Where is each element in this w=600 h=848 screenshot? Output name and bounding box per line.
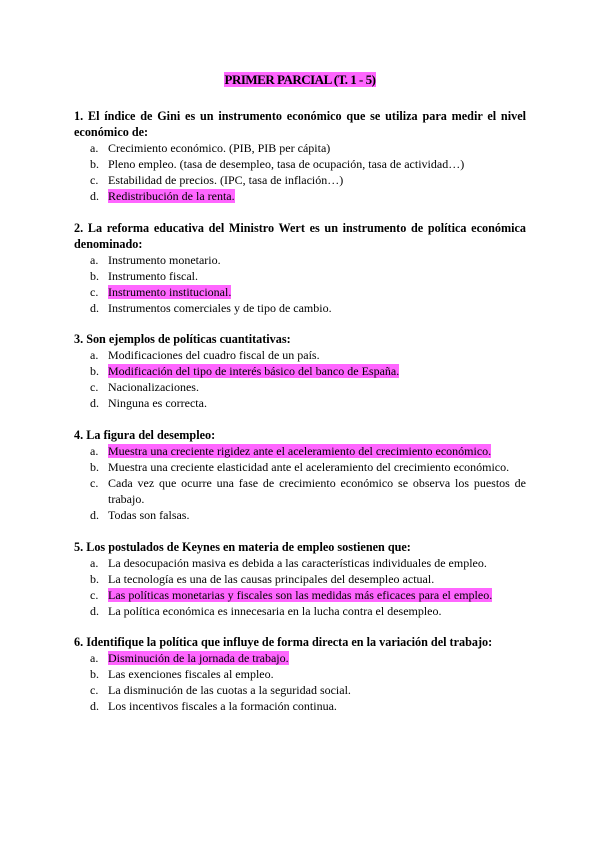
answer-option (74, 571, 526, 587)
option-letter: a. (90, 253, 99, 267)
answer-option (74, 347, 526, 363)
answer-option (74, 140, 526, 156)
answer-option (74, 603, 526, 619)
option-letter: c. (90, 380, 99, 394)
answer-option (74, 268, 526, 284)
answer-options (74, 140, 526, 204)
answer-option (74, 682, 526, 698)
option-letter: a. (90, 348, 99, 362)
option-text: Modificaciones del cuadro fiscal de un país. (108, 348, 320, 362)
answer-option (74, 666, 526, 682)
answer-option (74, 650, 526, 666)
option-letter: b. (90, 572, 99, 586)
answer-option (74, 156, 526, 172)
option-letter: d. (90, 301, 99, 315)
option-letter: d. (90, 396, 99, 410)
option-letter: d. (90, 604, 99, 618)
answer-option (74, 443, 526, 459)
answer-option (74, 475, 526, 507)
answer-option (74, 284, 526, 300)
option-text: Disminución de la jornada de trabajo. (108, 651, 289, 665)
option-letter: a. (90, 444, 99, 458)
option-text: Redistribución de la renta. (108, 189, 235, 203)
answer-options (74, 650, 526, 714)
page-title-row (0, 72, 600, 88)
option-letter: a. (90, 651, 99, 665)
answer-option (74, 507, 526, 523)
option-text: La desocupación masiva es debida a las características individuales de empleo. (108, 556, 487, 570)
answer-option (74, 379, 526, 395)
answer-option (74, 172, 526, 188)
answer-options (74, 347, 526, 411)
question-text: 1. El índice de Gini es un instrumento económico que se utiliza para medir el nivel económico de: (74, 109, 526, 139)
option-text: Ninguna es correcta. (108, 396, 207, 410)
option-letter: c. (90, 476, 99, 490)
answer-options (74, 555, 526, 619)
question-text: 2. La reforma educativa del Ministro Wert es un instrumento de política económica denominado: (74, 221, 526, 251)
option-letter: b. (90, 157, 99, 171)
answer-options (74, 252, 526, 316)
answer-option (74, 300, 526, 316)
option-letter: b. (90, 460, 99, 474)
question-6 (74, 634, 526, 714)
option-letter: a. (90, 141, 99, 155)
answer-option (74, 395, 526, 411)
option-text: Modificación del tipo de interés básico del banco de España. (108, 364, 400, 378)
question-4 (74, 427, 526, 523)
option-text: Los incentivos fiscales a la formación continua. (108, 699, 337, 713)
question-text: 3. Son ejemplos de políticas cuantitativas: (74, 332, 291, 346)
option-text: Estabilidad de precios. (IPC, tasa de inflación…) (108, 173, 344, 187)
option-text: Nacionalizaciones. (108, 380, 199, 394)
option-text: Instrumentos comerciales y de tipo de cambio. (108, 301, 332, 315)
answer-option (74, 698, 526, 714)
option-text: Todas son falsas. (108, 508, 190, 522)
option-text: Crecimiento económico. (PIB, PIB per cápita) (108, 141, 331, 155)
option-text: Las políticas monetarias y fiscales son las medidas más eficaces para el empleo. (108, 588, 493, 602)
question-2 (74, 220, 526, 316)
option-text: Muestra una creciente elasticidad ante el aceleramiento del crecimiento económico. (108, 460, 510, 474)
question-text: 6. Identifique la política que influye de forma directa en la variación del trabajo: (74, 635, 493, 649)
page-title: PRIMER PARCIAL (T. 1 - 5) (224, 72, 376, 87)
option-text: Pleno empleo. (tasa de desempleo, tasa de ocupación, tasa de actividad…) (108, 157, 465, 171)
option-text: Instrumento institucional. (108, 285, 232, 299)
option-letter: c. (90, 285, 99, 299)
option-letter: c. (90, 588, 99, 602)
question-3 (74, 331, 526, 411)
question-text: 4. La figura del desempleo: (74, 428, 216, 442)
question-text: 5. Los postulados de Keynes en materia de empleo sostienen que: (74, 540, 411, 554)
option-letter: b. (90, 269, 99, 283)
answer-option (74, 363, 526, 379)
answer-option (74, 587, 526, 603)
question-5 (74, 539, 526, 619)
option-text: Instrumento monetario. (108, 253, 221, 267)
option-text: Las exenciones fiscales al empleo. (108, 667, 274, 681)
option-text: Cada vez que ocurre una fase de crecimiento económico se observa los puestos de trabajo. (108, 476, 526, 506)
option-letter: b. (90, 667, 99, 681)
answer-option (74, 459, 526, 475)
answer-option (74, 188, 526, 204)
answer-options (74, 443, 526, 523)
option-text: La tecnología es una de las causas principales del desempleo actual. (108, 572, 435, 586)
option-text: Muestra una creciente rigidez ante el aceleramiento del crecimiento económico. (108, 444, 492, 458)
question-1 (74, 108, 526, 204)
option-letter: a. (90, 556, 99, 570)
answer-option (74, 555, 526, 571)
option-letter: d. (90, 508, 99, 522)
option-letter: b. (90, 364, 99, 378)
option-text: La política económica es innecesaria en la lucha contra el desempleo. (108, 604, 442, 618)
option-text: Instrumento fiscal. (108, 269, 198, 283)
option-letter: c. (90, 683, 99, 697)
option-letter: d. (90, 699, 99, 713)
option-letter: c. (90, 173, 99, 187)
option-text: La disminución de las cuotas a la seguridad social. (108, 683, 351, 697)
answer-option (74, 252, 526, 268)
option-letter: d. (90, 189, 99, 203)
